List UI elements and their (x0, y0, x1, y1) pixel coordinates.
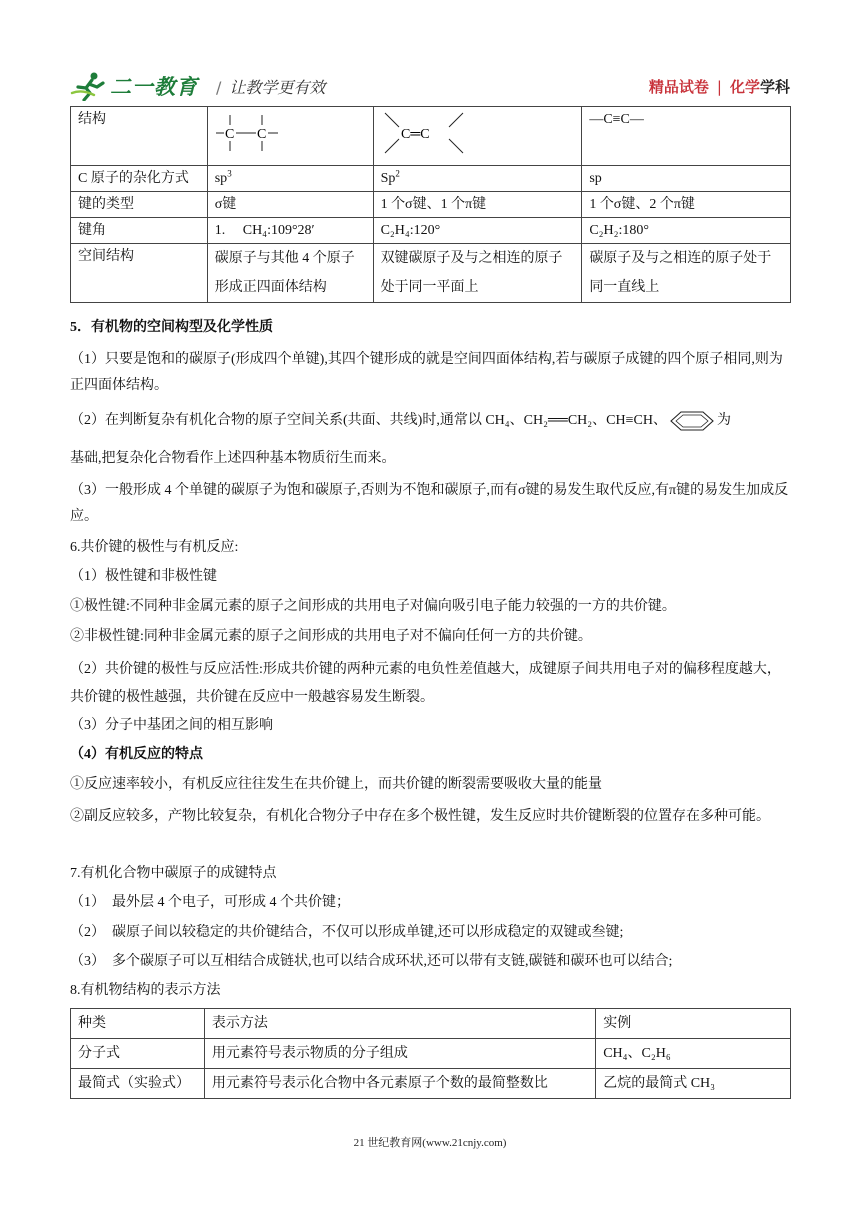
table-cell: 1 个σ键、2 个π键 (582, 192, 791, 218)
table-row (71, 1009, 791, 1039)
section-6-s1b: ②非极性键:同种非金属元素的原子之间形成的共用电子对不偏向任何一方的共价键。 (70, 629, 592, 644)
table-header-cell: 种类 (71, 1009, 205, 1039)
table-cell: 碳原子与其他 4 个原子形成正四面体结构 (207, 244, 373, 303)
table-row (71, 1069, 791, 1099)
table-cell: 结构 (71, 107, 208, 166)
section-8-title: 8.有机物结构的表示方法 (70, 983, 221, 998)
section-6-s1: （1）极性键和非极性键 (70, 569, 217, 584)
section-5-p2: （2）在判断复杂有机化合物的原子空间关系(共面、共线)时,通常以 CH₄、CH₂══CH₂、CH≡CH、 为 (70, 410, 794, 432)
structure-representation-table (70, 1008, 791, 1099)
svg-text:C: C (224, 127, 235, 142)
table-cell: 最简式（实验式） (71, 1069, 205, 1099)
section-6-s4: （4）有机反应的特点 (70, 747, 203, 762)
table-cell: 空间结构 (71, 244, 208, 303)
table-cell: σ键 (207, 192, 373, 218)
table-cell: —C≡C— (582, 107, 791, 166)
section-5-title: 5．有机物的空间构型及化学性质 (70, 320, 273, 335)
table-cell: 碳原子及与之相连的原子处于同一直线上 (582, 244, 791, 303)
table-row (71, 166, 791, 192)
section-6-s4b: ②副反应较多，产物比较复杂，有机化合物分子中存在多个极性键，发生反应时共价键断裂的位置存在多种可能。 (70, 809, 770, 824)
section-6-title: 6.共价键的极性与有机反应: (70, 540, 239, 555)
page-header (70, 68, 790, 104)
table-cell: sp (582, 166, 791, 192)
benzene-ring-icon (667, 410, 717, 432)
table-cell: Sp$^2$ (373, 166, 582, 192)
table-cell: 1. CH₄:109°28′ (207, 218, 373, 244)
table-cell: 键的类型 (71, 192, 208, 218)
table-row (71, 218, 791, 244)
section-5-p2-cont: 基础,把复杂化合物看作上述四种基本物质衍生而来。 (70, 451, 396, 466)
table-cell: 乙烷的最简式 CH₃ (596, 1069, 791, 1099)
section-6-s4a: ①反应速率较小，有机反应往往发生在共价键上，而共价键的断裂需要吸收大量的能量 (70, 777, 602, 792)
brand-name: 二一教育 (110, 75, 198, 99)
section-7-item-3: （3） 多个碳原子可以互相结合成链状,也可以结合成环状,还可以带有支链,碳链和碳环也可以结合; (70, 954, 673, 969)
section-7-title: 7.有机化合物中碳原子的成键特点 (70, 866, 277, 881)
section-7-item-1: （1） 最外层 4 个电子，可形成 4 个共价键； (70, 895, 350, 910)
section-6-s3: （3）分子中基团之间的相互影响 (70, 718, 273, 733)
table-cell: 双键碳原子及与之相连的原子处于同一平面上 (373, 244, 582, 303)
section-6-s1a: ①极性键:不同种非金属元素的原子之间形成的共用电子对偏向吸引电子能力较强的一方的共价键。 (70, 599, 676, 614)
table-cell: C₂H₄:120° (373, 218, 582, 244)
table-cell: 分子式 (71, 1039, 205, 1069)
ethane-structure-icon (215, 107, 295, 155)
table-row (71, 107, 791, 166)
table-cell: $sp^3$ (207, 166, 373, 192)
table-cell (373, 107, 582, 166)
table-cell: C₂H₂:180° (582, 218, 791, 244)
table-row (71, 1039, 791, 1069)
page-footer: 21 世纪教育网(www.21cnjy.com) (353, 1137, 507, 1149)
table-cell: CH₄、C₂H₆ (596, 1039, 791, 1069)
table-cell: C 原子的杂化方式 (71, 166, 208, 192)
slogan: / 让教学更有效 (216, 77, 326, 97)
ethylene-formula: C═C (400, 127, 430, 142)
table-cell: 键角 (71, 218, 208, 244)
table-cell: 用元素符号表示化合物中各元素原子个数的最简整数比 (204, 1069, 595, 1099)
subject-label: 精品试卷 | 化学学科 (648, 78, 790, 96)
ethylene-structure-icon (381, 107, 471, 159)
runner-logo-icon (70, 71, 108, 101)
table-cell: 用元素符号表示物质的分子组成 (204, 1039, 595, 1069)
logo (70, 68, 325, 104)
svg-text:C: C (256, 127, 267, 142)
table-header-cell: 表示方法 (204, 1009, 595, 1039)
table-row (71, 244, 791, 303)
table-row (71, 192, 791, 218)
table-cell (207, 107, 373, 166)
section-5-p1: （1）只要是饱和的碳原子(形成四个单键),其四个键形成的就是空间四面体结构,若与碳原子成键的四个原子相同,则为正四面体结构。 (70, 352, 783, 393)
section-6-s2: （2）共价键的极性与反应活性:形成共价键的两种元素的电负性差值越大，成键原子间共用电子对的偏移程度越大，共价键的极性越强，共价键在反应中一般越容易发生断裂。 (70, 662, 781, 705)
section-5-p3: （3）一般形成 4 个单键的碳原子为饱和碳原子,否则为不饱和碳原子,而有σ键的易发生取代反应,有π键的易发生加成反应。 (70, 483, 789, 524)
table-header-cell: 实例 (596, 1009, 791, 1039)
bond-comparison-table (70, 106, 791, 303)
table-cell: 1 个σ键、1 个π键 (373, 192, 582, 218)
section-7-item-2: （2） 碳原子间以较稳定的共价键结合，不仅可以形成单键,还可以形成稳定的双键或叁键; (70, 925, 624, 940)
